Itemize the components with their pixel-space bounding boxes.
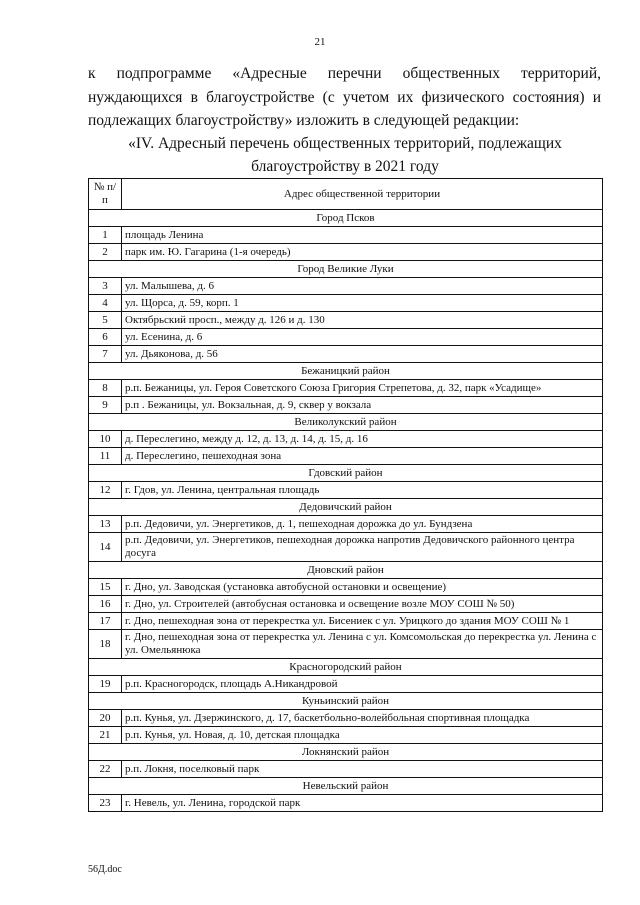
row-address: р.п. Кунья, ул. Дзержинского, д. 17, баскетбольно-волейбольная спортивная площадка xyxy=(122,710,603,727)
row-number: 6 xyxy=(89,329,122,346)
table-row xyxy=(89,431,603,448)
section-title: Гдовский район xyxy=(89,465,603,482)
row-number: 14 xyxy=(89,533,122,562)
section-row xyxy=(89,465,603,482)
row-address: ул. Малышева, д. 6 xyxy=(122,278,603,295)
row-address: ул. Дьяконова, д. 56 xyxy=(122,346,603,363)
address-table xyxy=(88,178,603,812)
section-title: Город Псков xyxy=(89,210,603,227)
row-number: 21 xyxy=(89,727,122,744)
section-title: Локнянский район xyxy=(89,744,603,761)
section-row xyxy=(89,778,603,795)
section-title: Невельский район xyxy=(89,778,603,795)
table-row xyxy=(89,533,603,562)
section-title: Дедовичский район xyxy=(89,499,603,516)
table-row xyxy=(89,329,603,346)
section-row xyxy=(89,499,603,516)
row-address: г. Невель, ул. Ленина, городской парк xyxy=(122,795,603,812)
row-address: ул. Есенина, д. 6 xyxy=(122,329,603,346)
row-number: 12 xyxy=(89,482,122,499)
row-number: 7 xyxy=(89,346,122,363)
row-number: 16 xyxy=(89,596,122,613)
section-row xyxy=(89,659,603,676)
row-address: д. Переслегино, пешеходная зона xyxy=(122,448,603,465)
table-row xyxy=(89,278,603,295)
table-row xyxy=(89,397,603,414)
row-number: 3 xyxy=(89,278,122,295)
row-address: площадь Ленина xyxy=(122,227,603,244)
section-title: Дновский район xyxy=(89,562,603,579)
row-address: р.п. Локня, поселковый парк xyxy=(122,761,603,778)
section-row xyxy=(89,261,603,278)
section-row xyxy=(89,744,603,761)
row-address: г. Гдов, ул. Ленина, центральная площадь xyxy=(122,482,603,499)
table-row xyxy=(89,380,603,397)
row-number: 20 xyxy=(89,710,122,727)
section-row xyxy=(89,562,603,579)
row-address: г. Дно, ул. Заводская (установка автобусной остановки и освещение) xyxy=(122,579,603,596)
section-row xyxy=(89,414,603,431)
row-number: 1 xyxy=(89,227,122,244)
row-number: 4 xyxy=(89,295,122,312)
row-number: 15 xyxy=(89,579,122,596)
table-row xyxy=(89,795,603,812)
table-row xyxy=(89,244,603,261)
table-row xyxy=(89,312,603,329)
row-number: 9 xyxy=(89,397,122,414)
row-address: р.п. Красногородск, площадь А.Никандровой xyxy=(122,676,603,693)
table-row xyxy=(89,482,603,499)
intro-paragraph: к подпрограмме «Адресные перечни общественных территорий, нуждающихся в благоустройстве (с учетом их физического состояния) и подлежащих благоустройству» изложить в следующей редакции: xyxy=(88,65,601,129)
row-number: 5 xyxy=(89,312,122,329)
row-number: 18 xyxy=(89,630,122,659)
table-row xyxy=(89,579,603,596)
section-title: Бежаницкий район xyxy=(89,363,603,380)
col-number-header: № п/п xyxy=(89,179,122,210)
file-name-footer: 56Д.doc xyxy=(88,864,122,875)
row-address: г. Дно, ул. Строителей (автобусная остановка и освещение возле МОУ СОШ № 50) xyxy=(122,596,603,613)
section-row xyxy=(89,693,603,710)
section-title: Красногородский район xyxy=(89,659,603,676)
list-heading: «IV. Адресный перечень общественных территорий, подлежащих благоустройству в 2021 году xyxy=(128,135,562,175)
table-row xyxy=(89,727,603,744)
section-title: Великолукский район xyxy=(89,414,603,431)
row-number: 10 xyxy=(89,431,122,448)
table-row xyxy=(89,516,603,533)
table-row xyxy=(89,676,603,693)
section-title: Куньинский район xyxy=(89,693,603,710)
table-row xyxy=(89,761,603,778)
row-number: 13 xyxy=(89,516,122,533)
row-address: парк им. Ю. Гагарина (1-я очередь) xyxy=(122,244,603,261)
section-row xyxy=(89,210,603,227)
row-number: 17 xyxy=(89,613,122,630)
row-address: г. Дно, пешеходная зона от перекрестка ул. Бисениек с ул. Урицкого до здания МОУ СОШ № 1 xyxy=(122,613,603,630)
page-number: 21 xyxy=(314,36,326,48)
table-row xyxy=(89,710,603,727)
table-body xyxy=(89,210,603,812)
section-row xyxy=(89,363,603,380)
table-row xyxy=(89,346,603,363)
table-row xyxy=(89,295,603,312)
row-address: р.п. Дедовичи, ул. Энергетиков, д. 1, пешеходная дорожка до ул. Бундзена xyxy=(122,516,603,533)
table-row xyxy=(89,227,603,244)
row-address: р.п . Бежаницы, ул. Вокзальная, д. 9, сквер у вокзала xyxy=(122,397,603,414)
col-address-header: Адрес общественной территории xyxy=(122,179,603,210)
row-address: д. Переслегино, между д. 12, д. 13, д. 14, д. 15, д. 16 xyxy=(122,431,603,448)
section-title: Город Великие Луки xyxy=(89,261,603,278)
row-address: г. Дно, пешеходная зона от перекрестка ул. Ленина с ул. Комсомольская до перекрестка ул. Ленина с ул. Омельянюка xyxy=(122,630,603,659)
table-row xyxy=(89,613,603,630)
row-address: ул. Щорса, д. 59, корп. 1 xyxy=(122,295,603,312)
row-number: 22 xyxy=(89,761,122,778)
row-number: 19 xyxy=(89,676,122,693)
row-number: 2 xyxy=(89,244,122,261)
table-row xyxy=(89,596,603,613)
row-number: 8 xyxy=(89,380,122,397)
row-address: Октябрьский просп., между д. 126 и д. 130 xyxy=(122,312,603,329)
row-address: р.п. Дедовичи, ул. Энергетиков, пешеходная дорожка напротив Дедовичского районного центра досуга xyxy=(122,533,603,562)
row-number: 11 xyxy=(89,448,122,465)
row-number: 23 xyxy=(89,795,122,812)
table-header-row xyxy=(89,179,603,210)
table-row xyxy=(89,448,603,465)
row-address: р.п. Бежаницы, ул. Героя Советского Союза Григория Стрепетова, д. 32, парк «Усадище» xyxy=(122,380,603,397)
row-address: р.п. Кунья, ул. Новая, д. 10, детская площадка xyxy=(122,727,603,744)
table-row xyxy=(89,630,603,659)
